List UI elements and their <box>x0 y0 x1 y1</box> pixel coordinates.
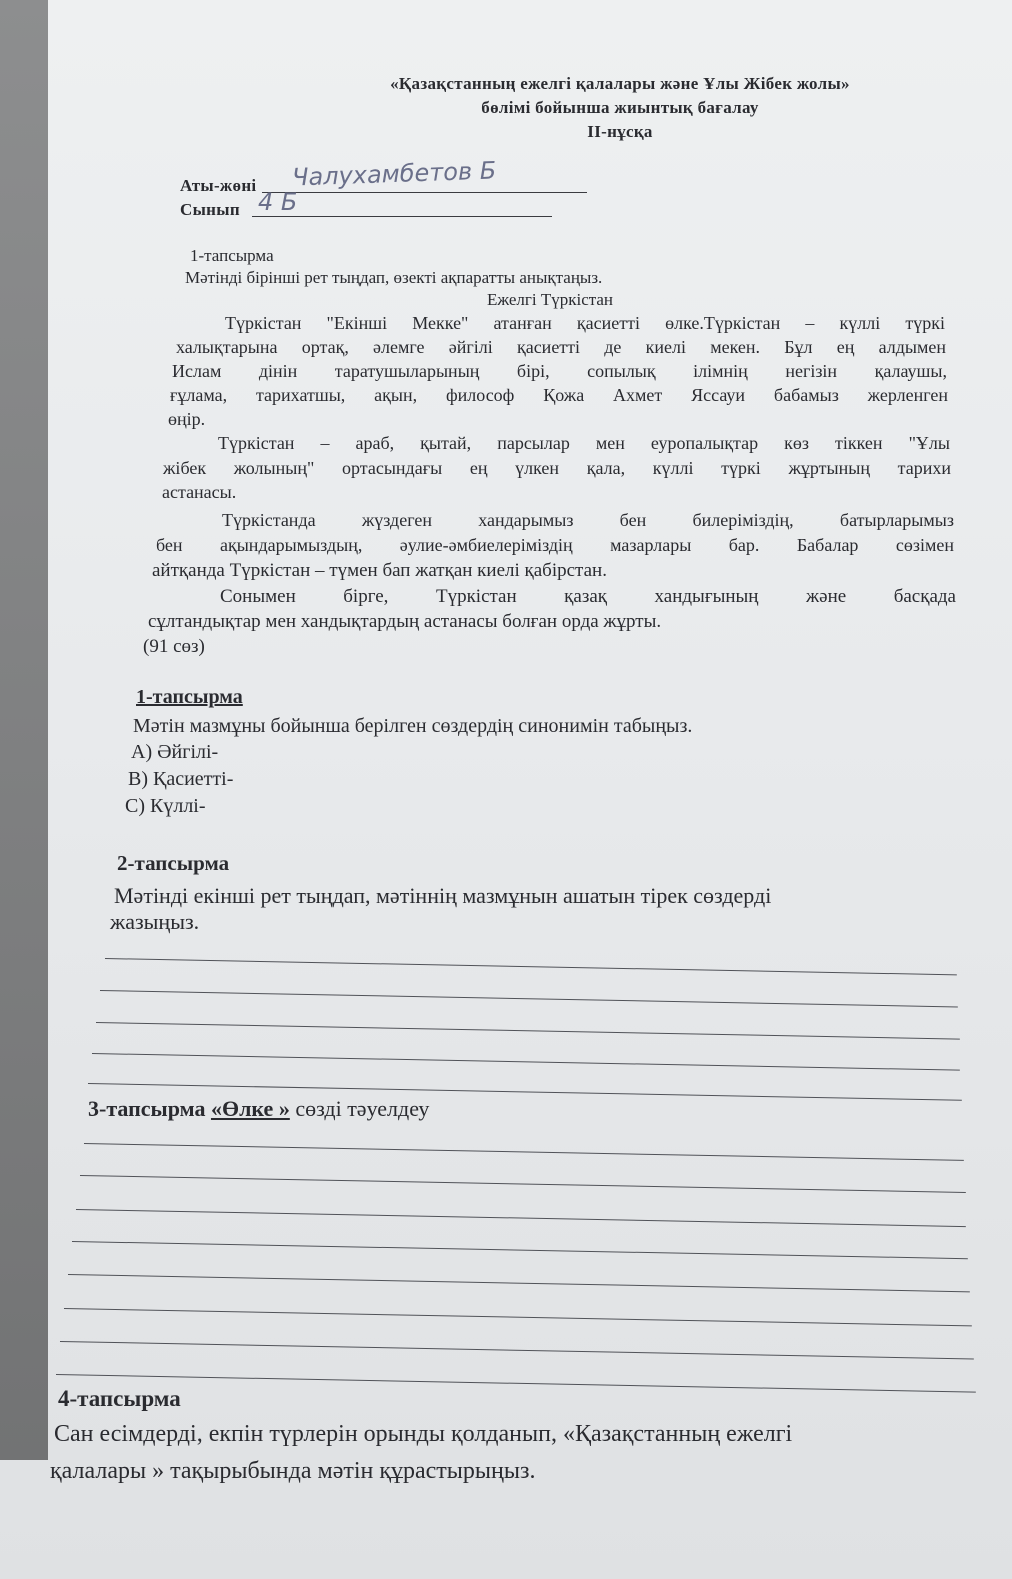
text-line: жібек жолының" ортасындағы ең үлкен қала, күллі түркі жұртының тарихи <box>163 458 951 478</box>
task3-answer-line[interactable] <box>76 1209 966 1227</box>
class-label: Сынып <box>180 200 240 219</box>
task2-instruction: Мәтінді екінші рет тыңдап, мәтіннің мазмұнын ашатын тірек сөздерді <box>114 883 772 908</box>
task2-answer-line[interactable] <box>96 1022 960 1040</box>
name-field[interactable] <box>262 192 587 193</box>
text-line: Түркістан "Екінші Мекке" атанған қасиетті өлке.Түркістан – күллі түркі <box>225 313 945 333</box>
text-line: бен ақындарымыздың, әулие-әмбиелеріміздің мазарлары бар. Бабалар сөзімен <box>156 535 954 555</box>
class-handwriting: 4 Б <box>258 188 298 216</box>
text-line: Сонымен бірге, Түркістан қазақ хандығының және басқада <box>220 586 956 607</box>
doc-variant: ІІ-нұсқа <box>587 122 653 141</box>
task3-label: 3-тапсырма <box>88 1096 206 1121</box>
task3-answer-line[interactable] <box>84 1143 964 1161</box>
task3-answer-line[interactable] <box>64 1308 972 1326</box>
text-title: Ежелгі Түркістан <box>486 290 614 309</box>
name-label: Аты-жөні <box>180 176 257 195</box>
task3-answer-line[interactable] <box>80 1175 966 1193</box>
class-field[interactable] <box>252 216 552 217</box>
name-handwriting: Чалухамбетов Б <box>291 156 497 192</box>
word-count: (91 сөз) <box>143 636 205 657</box>
text-line: ғұлама, тарихатшы, ақын, философ Қожа Ахмет Яссауи бабамыз жерленген <box>170 385 948 405</box>
doc-title-line2: бөлімі бойынша жиынтық бағалау <box>481 98 759 117</box>
text-line: өңір. <box>168 409 206 429</box>
task1-option-a: А) Әйгілі- <box>131 741 219 763</box>
task2-answer-line[interactable] <box>100 990 958 1007</box>
text-line: Түркістанда жүздеген хандарымыз бен билеріміздің, батырларымыз <box>222 510 954 530</box>
task4-instruction: Сан есімдерді, екпін түрлерін орынды қолданып, «Қазақстанның ежелгі <box>54 1421 793 1447</box>
text-line: Түркістан – араб, қытай, парсылар мен еуропалықтар көз тіккен "Ұлы <box>218 433 950 453</box>
task2-answer-line[interactable] <box>105 958 957 975</box>
doc-title-line1: «Қазақстанның ежелгі қалалары және Ұлы Жібек жолы» <box>390 74 850 93</box>
listening-instruction: Мәтінді бірінші рет тыңдап, өзекті ақпаратты анықтаңыз. <box>185 268 603 287</box>
task3-answer-line[interactable] <box>60 1341 974 1360</box>
task4-instruction-cont: қалалары » тақырыбында мәтін құрастырыңыз. <box>50 1458 536 1484</box>
task4-label: 4-тапсырма <box>58 1386 181 1411</box>
text-line: сұлтандықтар мен хандықтардың астанасы болған орда жұрты. <box>148 611 662 632</box>
task1-label: 1-тапсырма <box>136 686 243 708</box>
text-line: айтқанда Түркістан – түмен бап жатқан киелі қабірстан. <box>152 560 607 581</box>
task2-instruction-cont: жазыңыз. <box>110 909 200 934</box>
task1-option-c: С) Күллі- <box>125 795 206 817</box>
task3-answer-line[interactable] <box>68 1274 970 1292</box>
task1-option-b: В) Қасиетті- <box>128 768 234 790</box>
task3-instruction: сөзді тәуелдеу <box>295 1096 430 1121</box>
task3-heading <box>88 1096 429 1122</box>
listening-task-label: 1-тапсырма <box>190 246 274 265</box>
task3-answer-line[interactable] <box>56 1374 976 1393</box>
task2-answer-line[interactable] <box>92 1053 960 1071</box>
text-line: Ислам дінін таратушыларының бірі, сопылық ілімнің негізін қалаушы, <box>172 361 947 381</box>
task2-label: 2-тапсырма <box>117 851 230 875</box>
task3-word: «Өлке » <box>210 1096 290 1121</box>
task3-answer-line[interactable] <box>72 1241 968 1259</box>
task1-instruction: Мәтін мазмұны бойынша берілген сөздердің синонимін табыңыз. <box>133 715 693 737</box>
text-line: халықтарына ортақ, әлемге әйгілі қасиетті де киелі мекен. Бұл ең алдымен <box>176 337 946 357</box>
text-line: астанасы. <box>162 482 237 502</box>
